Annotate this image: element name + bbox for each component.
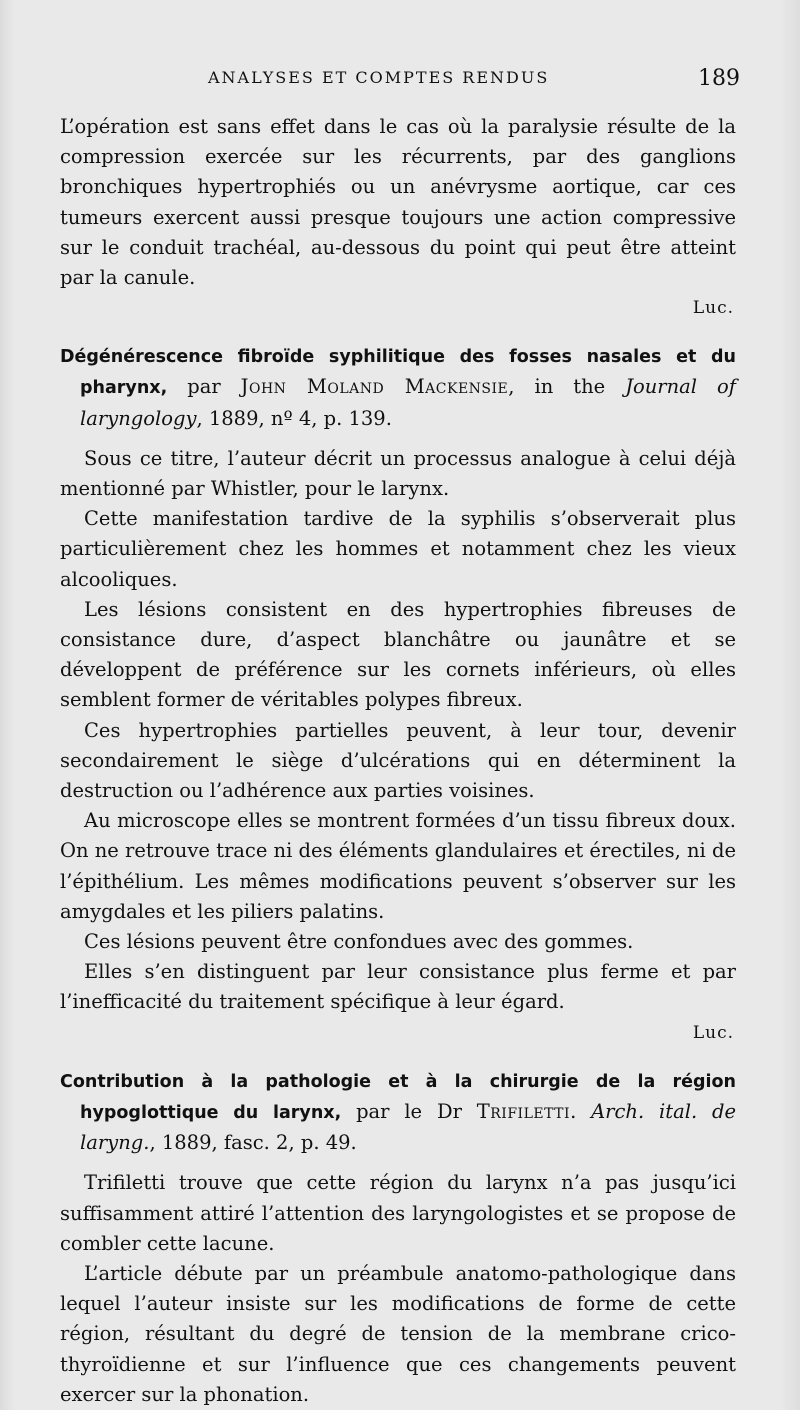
- reviewer-signature: Luc.: [692, 298, 734, 319]
- by-text: par: [167, 375, 241, 399]
- separator-text: .: [570, 1099, 592, 1123]
- continued-paragraph: L’opération est sans effet dans le cas où la paralysie résulte de la compression exercée sur les récurrents, par des ganglions bronchiques hypertrophiés ou un anévrysme aortique, car ces tumeurs exercent aussi presque toujours une action compressive sur le conduit trachéal, au-dessous du point qui peut être atteint par la canule.: [60, 115, 736, 290]
- journal-name: Journal of laryngology: [80, 375, 736, 430]
- article-author: Trifiletti: [476, 1099, 571, 1123]
- body-paragraph: Sous ce titre, l’auteur décrit un processus analogue à celui déjà mentionné par Whistler, pour le larynx.: [60, 446, 736, 501]
- page-number: 189: [698, 66, 740, 91]
- body-paragraph: Trifiletti trouve que cette région du larynx n’a pas jusqu’ici suffisamment attiré l’attention des laryngologistes et se propose de combler cette lacune.: [60, 1171, 736, 1255]
- citation: , 1889, fasc. 2, p. 49.: [149, 1131, 357, 1155]
- body-paragraph: Au microscope elles se montrent formées d’un tissu fibreux doux. On ne retrouve trace ni des éléments glandulaires et érectiles, ni de l’épithélium. Les mêmes modifications peuvent s’observer sur les amygdales et les piliers palatins.: [60, 809, 737, 923]
- article-author: John Moland Mackensie: [240, 375, 509, 399]
- article-title: Contribution à la pathologie et à la chirurgie de la région hypoglottique du larynx,: [60, 1071, 736, 1123]
- author-prefix: Dr: [436, 1099, 462, 1123]
- reviewer-signature: Luc.: [692, 1022, 734, 1043]
- body-paragraph: Ces lésions peuvent être confondues avec des gommes.: [84, 930, 634, 954]
- in-text: , in the: [508, 375, 626, 399]
- body-paragraph: Ces hypertrophies partielles peuvent, à leur tour, devenir secondairement le siège d’ulcérations qui en déterminent la destruction ou l’adhérence aux parties voisines.: [60, 718, 736, 803]
- body-paragraph: Les lésions consistent en des hypertrophies fibreuses de consistance dure, d’aspect blanchâtre ou jaunâtre et se développent de préférence sur les cornets inférieurs, où elles semblent former de véritables polypes fibreux.: [60, 597, 736, 712]
- journal-name: Arch. ital. de laryng.: [80, 1099, 736, 1155]
- body-paragraph: Elles s’en distinguent par leur consistance plus ferme et par l’inefficacité du traitement spécifique à leur égard.: [60, 960, 736, 1014]
- article-heading: [60, 341, 736, 434]
- page-header: [60, 68, 740, 98]
- body-paragraph: Cette manifestation tardive de la syphilis s’observerait plus particulièrement chez les hommes et notamment chez les vieux alcooliques.: [60, 507, 736, 591]
- article-title: Dégénérescence fibroïde syphilitique des fosses nasales et du pharynx,: [60, 347, 736, 399]
- by-text: par le: [341, 1099, 437, 1123]
- running-title: ANALYSES ET COMPTES RENDUS: [208, 68, 550, 87]
- body-paragraph: L’article débute par un préambule anatomo-pathologique dans lequel l’auteur insiste sur les modifications de forme de cette région, résultant du degré de tension de la membrane crico-thyroïdienne et sur l’influence que ces changements peuvent exercer sur la phonation.: [60, 1261, 736, 1406]
- citation: , 1889, nº 4, p. 139.: [196, 406, 392, 430]
- page-body: [60, 112, 736, 1410]
- article-heading: [60, 1066, 736, 1159]
